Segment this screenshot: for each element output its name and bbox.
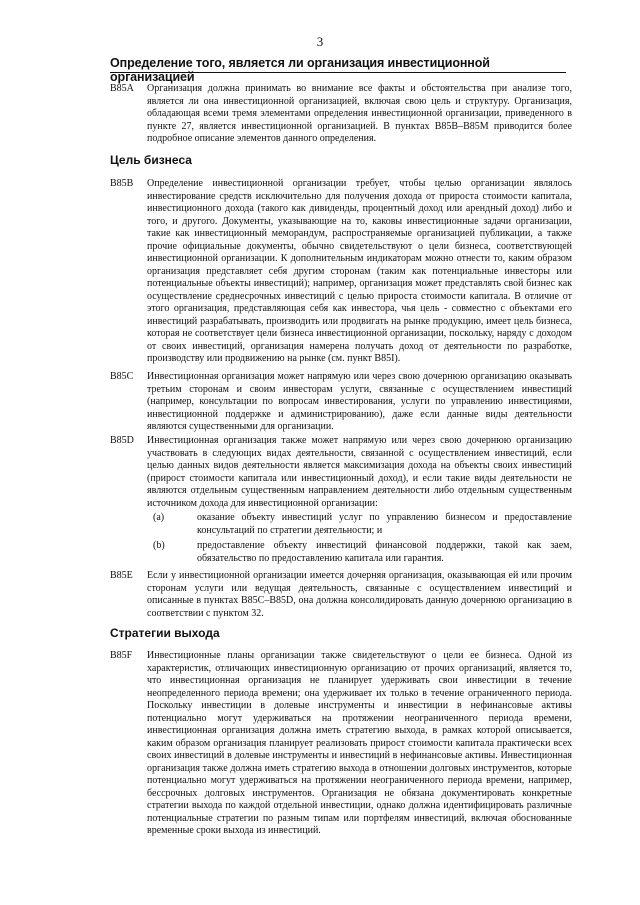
- subitem-text: предоставление объекту инвестиций финансовой поддержки, такой как заем, обязательство по предоставлению капитала или гарантия.: [197, 540, 572, 564]
- section-heading: Определение того, является ли организация инвестиционной организацией: [110, 56, 490, 84]
- paragraph-tag: B85E: [110, 570, 133, 581]
- subitem-b: [147, 540, 572, 565]
- subitem-label: (b): [153, 540, 165, 551]
- subheading-business-purpose: Цель бизнеса: [110, 153, 192, 167]
- paragraph-b85b: [110, 178, 572, 366]
- page-number: 3: [316, 34, 324, 49]
- paragraph-tag: B85F: [110, 650, 133, 661]
- subitem-text: оказание объекту инвестиций услуг по управлению бизнесом и предоставление консультаций по стратегии деятельности; и: [197, 512, 572, 536]
- paragraph-text: Инвестиционные планы организации также свидетельствуют о цели ее бизнеса. Одной из характеристик, отличающих инвестиционную организацию от прочих организаций, является то, что инвестиционная организация не планирует удерживать свои инвестиции в течение неопределенного периода времени; она удерживает их только в течение ограниченного периода. Поскольку инвестиции в долевые инструменты и инвестиции в нефинансовые активы потенциально могут удерживаться на протяжении неограниченного периода времени, инвестиционная организация должна иметь стратегию выхода, в рамках которой описывается, каким образом организация планирует реализовать прирост стоимости капитала практически всех своих инвестиций в долевые инструменты и инвестиций в нефинансовые активы. Инвестиционная организация также должна иметь стратегию выхода в отношении долговых инструментов, которые потенциально могут удерживаться на протяжении неограниченного периода времени, например, бессрочных долговых инструментов. Организация не обязана документировать конкретные стратегии выхода по каждой отдельной инвестиции, однако должна идентифицировать различные потенциальные стратегии по разным типам или портфелям инвестиций, включая обоснованные временные сроки выхода из инвестиций.: [147, 650, 572, 836]
- paragraph-tag: B85A: [110, 83, 134, 94]
- paragraph-tag: B85C: [110, 371, 134, 382]
- subitem-a: [147, 512, 572, 537]
- heading-underline: [110, 72, 566, 73]
- subitem-label: (a): [153, 512, 165, 523]
- paragraph-text: Если у инвестиционной организации имеется дочерняя организация, оказывающая ей или прочим сторонам услуги или ведущая деятельность, связанные с осуществлением инвестиций и описанные в пунктах B85C–B85D, она должна консолидировать данную дочернюю организацию в соответствии с пунктом 32.: [147, 570, 572, 619]
- paragraph-b85a: [110, 83, 572, 146]
- paragraph-tag: B85D: [110, 435, 134, 446]
- paragraph-text: Организация должна принимать во внимание все факты и обстоятельства при анализе того, является ли она инвестиционной организацией, включая свою цель и структуру. Организация, обладающая всеми тремя элементами определения инвестиционной организации, приведенного в пункте 27, является инвестиционной организацией. В пунктах B85B–B85M приводится более подробное описание элементов данного определения.: [147, 83, 572, 144]
- paragraph-text: Определение инвестиционной организации требует, чтобы целью организации являлось инвестирование средств исключительно для получения дохода от прироста стоимости капитала, инвестиционного дохода (такого как дивиденды, процентный доход или арендный доход) либо и того, и другого. Документы, указывающие на то, каковы инвестиционные задачи организации, такие как инвестиционный меморандум, распространяемые организацией публикации, а также прочие официальные документы, обычно свидетельствуют о цели бизнеса, соответствующей инвестиционной организации. К дополнительным индикаторам можно отнести то, каким образом организация представляет себя другим сторонам (таким как потенциальные инвесторы или потенциальные объекты инвестиций); например, организация может представлять свой бизнес как осуществление среднесрочных инвестиций с целью прироста стоимости капитала. В отличие от этого организация, представляющая себя как инвестора, чья цель - совместно с объектами его инвестиций разрабатывать, производить или продвигать на рынке продукцию, имеет цель бизнеса, которая не соответствует цели бизнеса инвестиционной организации, поскольку, наряду с доходом от своих инвестиций, организация намерена получать доход от деятельности по разработке, производству или продвижению на рынке (см. пункт B85I).: [147, 178, 572, 364]
- paragraph-b85f: [110, 650, 572, 838]
- subheading-exit-strategies: Стратегии выхода: [110, 626, 220, 640]
- paragraph-b85d: [110, 435, 572, 510]
- paragraph-text: Инвестиционная организация может напрямую или через свою дочернюю организацию оказывать третьим сторонам и своим инвесторам услуги, связанные с осуществлением инвестиций (например, консультации по вопросам инвестирования, услуги по управлению инвестициями, инвестиционной поддержке и администрированию), даже если данные виды деятельности являются существенными для организации.: [147, 371, 572, 432]
- paragraph-text: Инвестиционная организация также может напрямую или через свою дочернюю организацию участвовать в следующих видах деятельности, связанной с осуществлением инвестиций, если целью данных видов деятельности является максимизация дохода на объекты своих инвестиций (прирост стоимости капитала или инвестиционный доход), и если такие виды деятельности не являются отдельным существенным направлением деятельности либо отдельным существенным источником дохода для инвестиционной организации:: [147, 435, 572, 509]
- paragraph-tag: B85B: [110, 178, 134, 189]
- paragraph-b85e: [110, 570, 572, 620]
- paragraph-b85c: [110, 371, 572, 434]
